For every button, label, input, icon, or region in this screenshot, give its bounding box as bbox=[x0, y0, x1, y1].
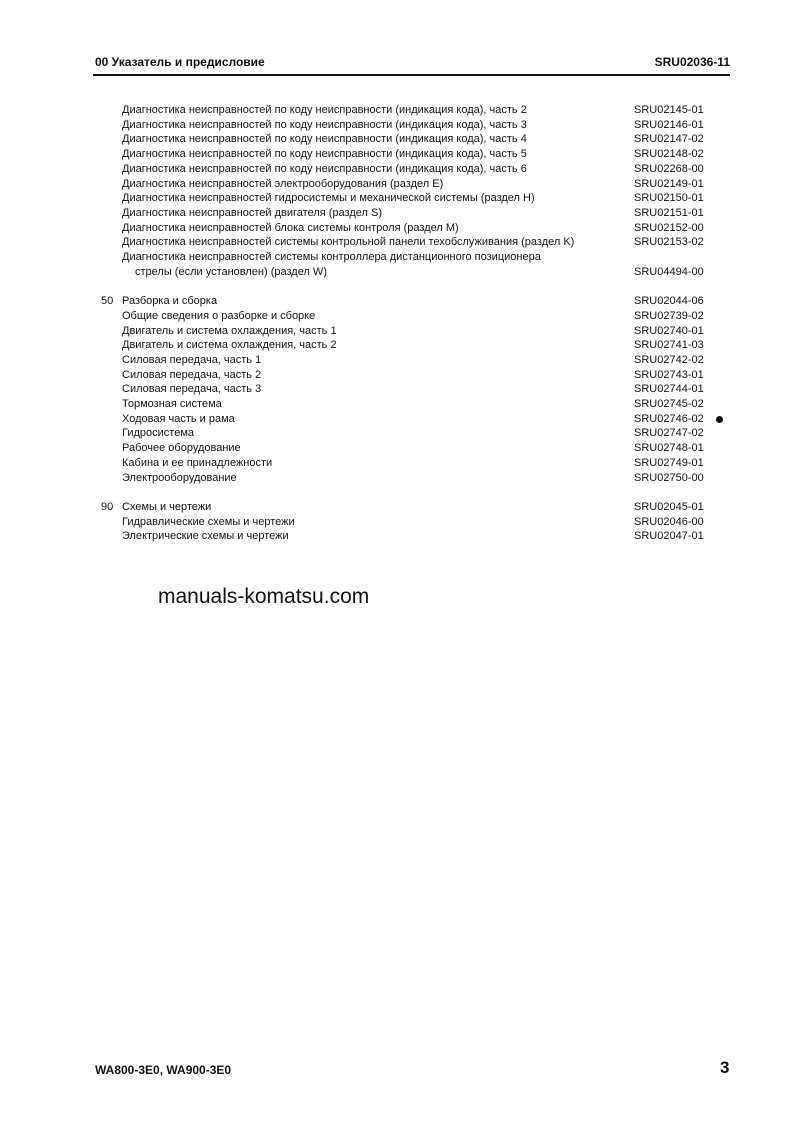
entry-title: Электрические схемы и чертежи bbox=[122, 530, 289, 543]
toc-entry bbox=[0, 265, 794, 280]
entry-code: SRU02741-03 bbox=[634, 339, 704, 352]
entry-title: Диагностика неисправностей по коду неисправности (индикация кода), часть 4 bbox=[122, 133, 527, 146]
entry-code: SRU02747-02 bbox=[634, 427, 704, 440]
entry-code: SRU02044-06 bbox=[634, 295, 704, 308]
toc-entry bbox=[0, 206, 794, 221]
toc-entry bbox=[0, 353, 794, 368]
entry-title: Диагностика неисправностей электрооборудования (раздел E) bbox=[122, 177, 444, 190]
entry-title: Диагностика неисправностей по коду неисправности (индикация кода), часть 6 bbox=[122, 162, 527, 175]
entry-code: SRU02739-02 bbox=[634, 309, 704, 322]
toc-entry bbox=[0, 368, 794, 383]
toc-entry bbox=[0, 529, 794, 544]
toc-entry bbox=[0, 515, 794, 530]
entry-title: Двигатель и система охлаждения, часть 2 bbox=[122, 339, 337, 352]
toc-entry bbox=[0, 147, 794, 162]
entry-code: SRU02268-00 bbox=[634, 162, 704, 175]
toc-entry bbox=[0, 294, 794, 309]
entry-code: SRU02742-02 bbox=[634, 353, 704, 366]
entry-title: Рабочее оборудование bbox=[122, 442, 241, 455]
entry-code: SRU02152-00 bbox=[634, 221, 704, 234]
entry-code: SRU02740-01 bbox=[634, 324, 704, 337]
toc-entry bbox=[0, 309, 794, 324]
section-number: 90 bbox=[101, 500, 114, 513]
entry-code: SRU02153-02 bbox=[634, 236, 704, 249]
entry-code: SRU02750-00 bbox=[634, 471, 704, 484]
toc-entry bbox=[0, 412, 794, 427]
entry-title: Разборка и сборка bbox=[122, 295, 218, 308]
entry-title: Электрооборудование bbox=[122, 471, 237, 484]
toc-entry bbox=[0, 397, 794, 412]
toc-entry bbox=[0, 382, 794, 397]
entry-title: Гидравлические схемы и чертежи bbox=[122, 515, 295, 528]
entry-code: SRU02749-01 bbox=[634, 456, 704, 469]
entry-title: Тормозная система bbox=[122, 398, 222, 410]
entry-title: Общие сведения о разборке и сборке bbox=[122, 309, 316, 322]
toc-entry bbox=[0, 103, 794, 118]
entry-code: SRU02745-02 bbox=[634, 398, 704, 410]
entry-code: SRU02146-01 bbox=[634, 118, 704, 131]
entry-title: Кабина и ее принадлежности bbox=[122, 456, 273, 469]
header-rule bbox=[93, 74, 730, 76]
entry-code: SRU04494-00 bbox=[634, 265, 704, 278]
watermark: manuals-komatsu.com bbox=[158, 585, 370, 608]
toc-entry bbox=[0, 471, 794, 486]
footer-models: WA800-3E0, WA900-3E0 bbox=[95, 1063, 232, 1077]
entry-title: Схемы и чертежи bbox=[122, 500, 212, 513]
toc-entry bbox=[0, 250, 794, 265]
entry-title: Ходовая часть и рама bbox=[122, 412, 235, 425]
entry-code: SRU02748-01 bbox=[634, 442, 704, 455]
entry-title: Диагностика неисправностей системы контрольной панели техобслуживания (раздел K) bbox=[122, 236, 575, 249]
page-number: 3 bbox=[720, 1058, 730, 1077]
section-title: 00 Указатель и предисловие bbox=[95, 55, 265, 69]
entry-code: SRU02151-01 bbox=[634, 206, 704, 219]
entry-title: стрелы (если установлен) (раздел W) bbox=[135, 265, 327, 278]
toc-entry bbox=[0, 162, 794, 177]
entry-title: Диагностика неисправностей системы контроллера дистанционного позиционера bbox=[122, 251, 541, 263]
toc-entry bbox=[0, 177, 794, 192]
entry-title: Гидросистема bbox=[122, 427, 194, 440]
entry-title: Силовая передача, часть 2 bbox=[122, 368, 262, 381]
entry-code: SRU02047-01 bbox=[634, 530, 704, 543]
toc-entry bbox=[0, 324, 794, 339]
entry-title: Диагностика неисправностей гидросистемы и механической системы (раздел H) bbox=[122, 192, 535, 205]
toc-entry bbox=[0, 191, 794, 206]
document-code: SRU02036-11 bbox=[654, 55, 730, 69]
toc-entry bbox=[0, 235, 794, 250]
entry-title: Двигатель и система охлаждения, часть 1 bbox=[122, 324, 337, 337]
entry-title: Силовая передача, часть 1 bbox=[122, 353, 262, 366]
entry-code: SRU02150-01 bbox=[634, 192, 704, 205]
entry-code: SRU02147-02 bbox=[634, 133, 704, 146]
entry-code: SRU02743-01 bbox=[634, 368, 704, 381]
entry-title: Диагностика неисправностей по коду неисправности (индикация кода), часть 5 bbox=[122, 148, 527, 161]
entry-code: SRU02045-01 bbox=[634, 500, 704, 513]
entry-title: Диагностика неисправностей по коду неисправности (индикация кода), часть 2 bbox=[122, 104, 527, 116]
toc-entry bbox=[0, 426, 794, 441]
entry-title: Диагностика неисправностей блока системы контроля (раздел M) bbox=[122, 221, 459, 234]
toc-entry bbox=[0, 500, 794, 515]
entry-code: SRU02746-02 bbox=[634, 412, 704, 425]
revision-marker-icon bbox=[716, 416, 723, 423]
toc-entry bbox=[0, 338, 794, 353]
entry-code: SRU02149-01 bbox=[634, 177, 704, 190]
section-number: 50 bbox=[101, 295, 114, 308]
entry-title: Диагностика неисправностей по коду неисправности (индикация кода), часть 3 bbox=[122, 118, 527, 131]
toc-entry bbox=[0, 221, 794, 236]
toc-entry bbox=[0, 441, 794, 456]
entry-code: SRU02744-01 bbox=[634, 383, 704, 396]
entry-title: Силовая передача, часть 3 bbox=[122, 383, 262, 396]
toc-entry bbox=[0, 132, 794, 147]
entry-code: SRU02046-00 bbox=[634, 515, 704, 528]
entry-code: SRU02148-02 bbox=[634, 148, 704, 161]
toc-entry bbox=[0, 456, 794, 471]
entry-title: Диагностика неисправностей двигателя (раздел S) bbox=[122, 206, 382, 219]
toc-entry bbox=[0, 118, 794, 133]
entry-code: SRU02145-01 bbox=[634, 104, 704, 116]
